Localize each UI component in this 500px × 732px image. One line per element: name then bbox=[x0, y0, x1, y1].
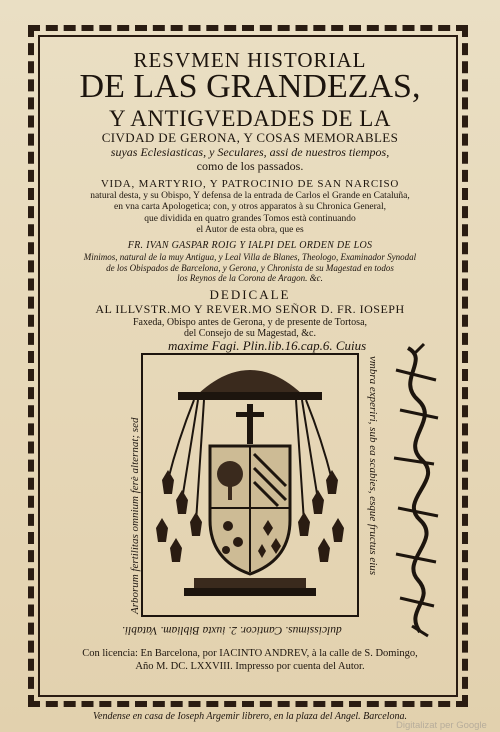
dedication-line-3: del Consejo de su Magestad, &c. bbox=[184, 328, 316, 339]
dedication-line-2: Faxeda, Obispo antes de Gerona, y de presente de Tortosa, bbox=[132, 317, 368, 328]
title-line-6: como de los passados. bbox=[196, 159, 304, 173]
author-line-1: FR. IVAN GASPAR ROIG Y IALPI DEL ORDEN DE LOS bbox=[127, 240, 373, 251]
imprint-line-2: Año M. DC. LXXVIII. Impresso por cuenta del Autor. bbox=[135, 661, 365, 672]
subtitle-line-4: que dividida en quatro grandes Tomos està continuando bbox=[144, 214, 356, 224]
subtitle-line-1: VIDA, MARTYRIO, Y PATROCINIO DE SAN NARCISO bbox=[100, 178, 400, 190]
title-line-5: suyas Eclesiasticas, y Seculares, assi de nuestros tiempos, bbox=[110, 145, 390, 159]
coat-of-arms-icon bbox=[138, 350, 362, 620]
title-line-1: RESVMEN HISTORIAL bbox=[133, 48, 367, 72]
motto-left: Arborum fertilitas omnium ferè alternat; sed bbox=[129, 417, 141, 614]
author-line-4: los Reynos de la Corona de Aragon. &c. bbox=[177, 273, 323, 283]
dedication-heading: DEDICALE bbox=[209, 287, 291, 302]
title-line-4: CIVDAD DE GERONA, Y COSAS MEMORABLES bbox=[101, 130, 399, 145]
digitization-watermark: Digitalizat per Google bbox=[396, 720, 487, 731]
title-line-2: DE LAS GRANDEZAS, bbox=[79, 68, 421, 105]
title-line-3: Y ANTIGVEDADES DE LA bbox=[109, 106, 391, 131]
handwritten-signature-icon bbox=[388, 340, 448, 640]
dedication-line-1: AL ILLVSTR.MO Y REVER.MO SEÑOR D. FR. IOSEPH bbox=[95, 302, 405, 316]
imprint-line-1: Con licencia: En Barcelona, por IACINTO ANDREV, à la calle de S. Domingo, bbox=[82, 648, 418, 659]
motto-top: maxime Fagi. Plin.lib.16.cap.6. Cuius bbox=[168, 338, 367, 353]
subtitle-line-2: natural desta, y su Obispo, Y defensa de la entrada de Carlos el Grande en Cataluña, bbox=[90, 191, 410, 201]
author-line-2: Minimos, natural de la muy Antigua, y Leal Villa de Blanes, Theologo, Examinador Synodal bbox=[83, 252, 417, 262]
motto-right: vmbra experiri, sub ea scabies, esque fructus eius bbox=[367, 356, 379, 576]
seller-line: Vendense en casa de Ioseph Argemir librero, en la plaza del Angel. Barcelona. bbox=[93, 711, 407, 722]
subtitle-line-5: el Autor de esta obra, que es bbox=[196, 225, 304, 235]
author-line-3: de los Obispados de Barcelona, y Gerona, y Chronista de su Magestad en todos bbox=[106, 263, 394, 273]
motto-bottom: dulcissimus. Canticor. 2. iuxta Bibliam. Vatabli. bbox=[122, 624, 342, 636]
subtitle-line-3: en vna carta Apologetica; con, y otros apparatos à su Chronica General, bbox=[114, 202, 386, 212]
